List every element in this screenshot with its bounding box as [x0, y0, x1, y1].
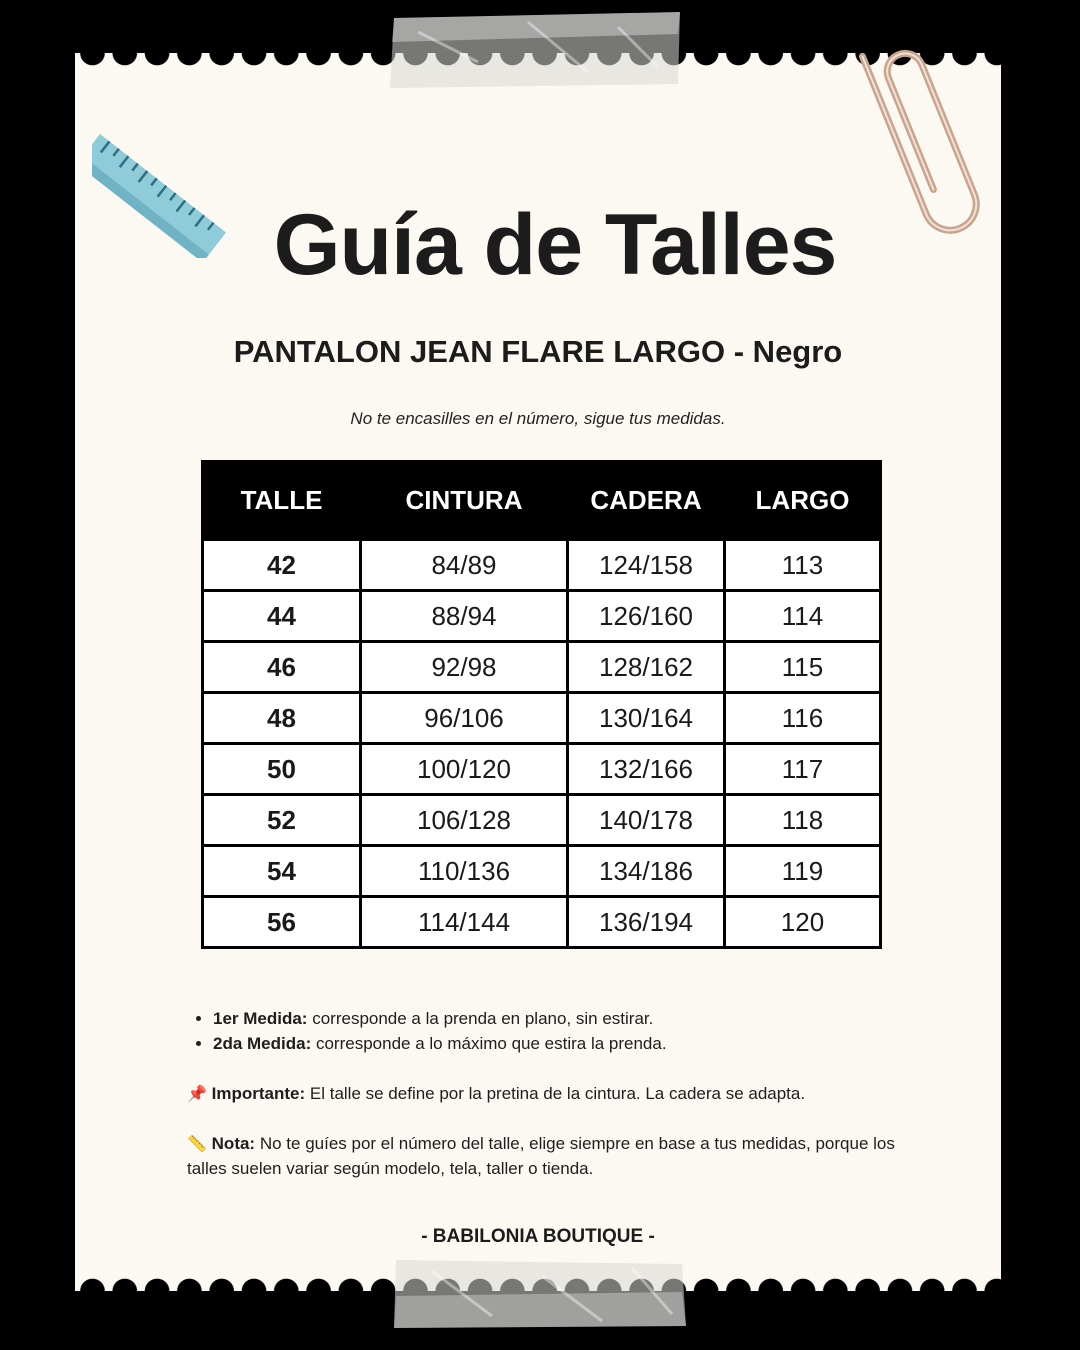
tagline: No te encasilles en el número, sigue tus medidas. — [350, 409, 726, 428]
cell-cadera: 136/194 — [568, 897, 725, 948]
cell-cintura: 106/128 — [361, 795, 568, 846]
important-note — [187, 1081, 907, 1106]
header-cadera: CADERA — [568, 462, 725, 540]
cell-cadera: 124/158 — [568, 540, 725, 591]
cell-cintura: 110/136 — [361, 846, 568, 897]
cell-cintura: 84/89 — [361, 540, 568, 591]
brand-footer: - BABILONIA BOUTIQUE - — [421, 1226, 655, 1247]
note-label: Nota: — [211, 1134, 256, 1153]
cell-cintura: 88/94 — [361, 591, 568, 642]
size-table — [201, 460, 882, 949]
cell-largo: 113 — [725, 540, 881, 591]
table-row — [203, 642, 881, 693]
cell-talle: 50 — [203, 744, 361, 795]
cell-largo: 120 — [725, 897, 881, 948]
cell-largo: 117 — [725, 744, 881, 795]
cell-cintura: 92/98 — [361, 642, 568, 693]
list-item — [213, 1031, 907, 1056]
table-header-row — [203, 462, 881, 540]
cell-talle: 46 — [203, 642, 361, 693]
note-text: No te guíes por el número del talle, elige siempre en base a tus medidas, porque los talles suelen variar según modelo, tela, taller o tienda. — [187, 1134, 895, 1178]
cell-talle: 52 — [203, 795, 361, 846]
cell-largo: 119 — [725, 846, 881, 897]
measure-list — [187, 1006, 907, 1056]
cell-cintura: 114/144 — [361, 897, 568, 948]
table-row — [203, 540, 881, 591]
note-text: El talle se define por la pretina de la cintura. La cadera se adapta. — [305, 1084, 806, 1103]
cell-talle: 54 — [203, 846, 361, 897]
table-row — [203, 846, 881, 897]
ruler-small-icon: 📏 — [187, 1134, 207, 1153]
cell-talle: 44 — [203, 591, 361, 642]
header-talle: TALLE — [203, 462, 361, 540]
cell-largo: 118 — [725, 795, 881, 846]
cell-cintura: 100/120 — [361, 744, 568, 795]
general-note — [187, 1131, 907, 1181]
cell-cadera: 130/164 — [568, 693, 725, 744]
cell-talle: 56 — [203, 897, 361, 948]
cell-cadera: 140/178 — [568, 795, 725, 846]
page-title: Guía de Talles — [273, 197, 837, 293]
table-row — [203, 693, 881, 744]
cell-cadera: 132/166 — [568, 744, 725, 795]
pushpin-icon: 📌 — [187, 1084, 207, 1103]
list-item — [213, 1006, 907, 1031]
header-largo: LARGO — [725, 462, 881, 540]
tape-icon — [392, 1256, 688, 1332]
note-text: corresponde a la prenda en plano, sin estirar. — [307, 1009, 654, 1028]
cell-cadera: 128/162 — [568, 642, 725, 693]
table-row — [203, 897, 881, 948]
cell-talle: 42 — [203, 540, 361, 591]
table-row — [203, 591, 881, 642]
header-cintura: CINTURA — [361, 462, 568, 540]
tape-icon — [388, 12, 684, 90]
note-label: Importante: — [211, 1084, 306, 1103]
cell-talle: 48 — [203, 693, 361, 744]
cell-largo: 114 — [725, 591, 881, 642]
cell-largo: 115 — [725, 642, 881, 693]
note-text: corresponde a lo máximo que estira la prenda. — [311, 1034, 667, 1053]
product-name: PANTALON JEAN FLARE LARGO - Negro — [233, 334, 843, 369]
cell-cadera: 126/160 — [568, 591, 725, 642]
note-label: 1er Medida: — [213, 1009, 308, 1028]
table-row — [203, 744, 881, 795]
cell-cintura: 96/106 — [361, 693, 568, 744]
cell-largo: 116 — [725, 693, 881, 744]
table-row — [203, 795, 881, 846]
notes-section — [187, 1006, 907, 1178]
note-label: 2da Medida: — [213, 1034, 312, 1053]
cell-cadera: 134/186 — [568, 846, 725, 897]
